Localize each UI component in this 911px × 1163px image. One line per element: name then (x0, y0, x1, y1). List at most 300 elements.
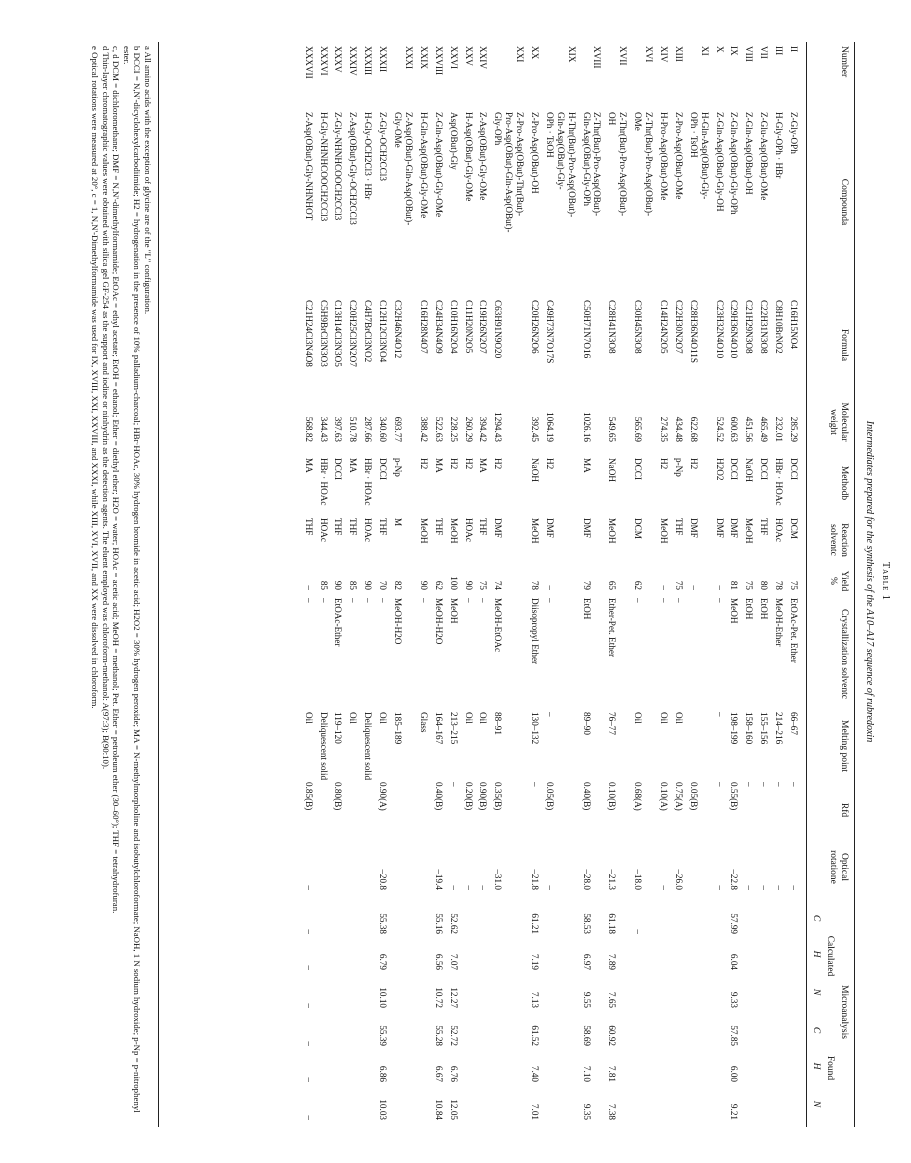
footnote: c, d DCM = dichloromethane; DMF = N,N'-dimethylformamide; EtOAc = ethyl acetate; EtOH = ethanol; Ether = diethyl ether; H2O = water; HOAc = acetic acid; MeOH = methanol; Pet. Ether = petroleum ether (30–60°); THF = tetrahydrofuran. (111, 46, 122, 914)
molecular-weight-cell: 287.66 (363, 416, 374, 442)
calc-n-cell: 7.65 (607, 991, 618, 1008)
compound-line: H-Gln-Asp(OBut)-Gly-OMe (418, 112, 429, 219)
compound-line: OPh · TsOH (688, 112, 699, 158)
calc-n-cell: 10.10 (378, 987, 389, 1008)
formula-cell: C22H30N2O7 (673, 300, 684, 354)
found-n-cell: 7.01 (530, 1103, 540, 1120)
calc-c-cell: 55.16 (433, 913, 444, 934)
compound-cell (529, 112, 540, 298)
table-row (729, 0, 740, 1163)
table-row (788, 0, 799, 1163)
yield-cell: – (544, 585, 555, 590)
optical-rotation-cell: – (463, 885, 474, 890)
molecular-weight-cell: 510.78 (348, 416, 359, 442)
calc-c-cell: 57.99 (729, 913, 740, 934)
rf-cell: 0.20(B) (463, 782, 474, 811)
row-number: XXXIV (348, 46, 359, 76)
row-number: XXVIII (433, 46, 444, 76)
row-number: XXV (463, 46, 474, 66)
method-cell: H2 (418, 458, 429, 470)
crystallization-solvent-cell: MeOH-EtOAc (493, 598, 504, 653)
calc-n-cell: 9.55 (581, 991, 592, 1008)
molecular-weight-cell: 260.29 (463, 416, 474, 442)
method-cell: H2O2 (714, 458, 725, 481)
method-cell: DCCI (759, 458, 770, 480)
formula-cell: C32H46N4O12 (393, 300, 404, 359)
method-cell: NaOH (744, 458, 755, 482)
method-cell: HBr · HOAc (318, 458, 329, 506)
reaction-solvent-cell: THF (333, 518, 344, 536)
melting-point-cell: Deliquescent solid (363, 712, 374, 781)
rf-cell: – (448, 782, 459, 787)
formula-cell: C13H14Cl3N3O5 (333, 300, 344, 367)
reaction-solvent-cell: THF (303, 518, 314, 536)
molecular-weight-cell: 451.56 (744, 416, 755, 442)
compound-line: Z-Thr(But)-Pro-Asp(OBut)- (618, 112, 629, 217)
melting-point-cell: 130–132 (530, 712, 540, 745)
compound-cell (788, 112, 799, 298)
compound-cell (688, 112, 710, 298)
compound-cell (318, 112, 329, 298)
compound-line: H-Asp(OBut)-Gly-OMe (463, 112, 474, 202)
compound-line: Z-Gln-Asp(OBut)-Gly-OH (714, 112, 725, 212)
compound-cell (478, 112, 489, 298)
reaction-solvent-cell: DMF (544, 518, 555, 538)
formula-cell: C8H10BrNO2 (774, 300, 785, 354)
row-number: VII (759, 46, 770, 59)
yield-cell: 75 (673, 580, 684, 590)
row-number: XXXI (403, 46, 414, 69)
found-h-cell: 7.10 (581, 1065, 592, 1082)
header-found-c: C (811, 1026, 821, 1034)
compound-line: H-Thr(But)-Pro-Asp(OBut)- (566, 112, 577, 218)
row-number: XX (530, 46, 540, 60)
crystallization-solvent-cell: MeOH (729, 598, 740, 624)
found-c-cell: 58.69 (581, 1025, 592, 1046)
formula-cell: C19H26N2O7 (478, 300, 489, 354)
compound-line: H-Gly-OPh · HBr (774, 112, 785, 179)
rf-cell: 0.05(B) (688, 782, 699, 811)
compound-cell (758, 112, 769, 298)
header-formula: Formula (839, 328, 849, 362)
melting-point-cell: – (544, 712, 555, 717)
molecular-weight-cell: 397.63 (333, 416, 344, 442)
crystallization-solvent-cell: – (318, 598, 329, 603)
footnotes (90, 46, 153, 1126)
table-row (529, 0, 540, 1163)
compound-cell (544, 112, 577, 298)
reaction-solvent-cell: HOAc (774, 518, 785, 542)
melting-point-cell: Oil (633, 712, 644, 724)
rf-cell: 0.40(B) (433, 782, 444, 811)
melting-point-cell: Oil (303, 712, 314, 724)
reaction-solvent-cell: DMF (493, 518, 504, 538)
compound-line: Z-Asp(OBut)-Gly-OCH2CCl3 (348, 112, 359, 225)
formula-cell: C23H32N4O10 (714, 300, 725, 359)
rf-cell: 0.40(B) (581, 782, 592, 811)
reaction-solvent-cell: MeOH (418, 518, 429, 544)
table-row (773, 0, 784, 1163)
rf-cell: – (714, 782, 725, 787)
reaction-solvent-cell: THF (759, 518, 770, 536)
melting-point-cell: 213–215 (448, 712, 459, 745)
header-calc-c: C (811, 914, 821, 922)
reaction-solvent-cell: MeOH (744, 518, 755, 544)
melting-point-cell: Oil (478, 712, 489, 724)
melting-point-cell: 88–91 (493, 712, 504, 735)
table-row (673, 0, 684, 1163)
found-c-cell: 60.92 (607, 1025, 618, 1046)
header-yield: Yield % (828, 570, 849, 592)
reaction-solvent-cell: DMF (729, 518, 740, 538)
calc-c-cell: – (303, 929, 314, 934)
footnote: a All amino acids with the exception of glycine are of the "L" configuration. (143, 46, 153, 315)
optical-rotation-cell: –21.8 (530, 869, 540, 890)
row-number: XIV (658, 46, 669, 63)
yield-cell: 80 (759, 580, 770, 590)
crystallization-solvent-cell: – (544, 598, 555, 603)
header-calc-n: N (811, 988, 821, 996)
compound-line: Z-Asp(OBut)-Gly-NHNHOT (303, 112, 314, 221)
row-number: XXXV (333, 46, 344, 73)
compound-cell (448, 112, 459, 298)
molecular-weight-cell: 392.45 (530, 416, 540, 442)
found-h-cell: 6.86 (378, 1065, 389, 1082)
reaction-solvent-cell: THF (433, 518, 444, 536)
yield-cell: 100 (448, 576, 459, 590)
table-row (303, 0, 314, 1163)
found-n-cell: 7.38 (607, 1103, 618, 1120)
row-number: XI (699, 46, 710, 56)
formula-cell: C28H36N4O11S (688, 300, 699, 363)
molecular-weight-cell: 600.63 (729, 416, 740, 442)
table-row (581, 0, 603, 1163)
compound-cell (433, 112, 444, 298)
rf-cell: 0.10(A) (658, 782, 669, 811)
melting-point-cell: 119–120 (333, 712, 344, 744)
header-crystallization-solvent: Crystallization solventc (839, 609, 849, 699)
table-row (418, 0, 429, 1163)
reaction-solvent-cell: MeOH (448, 518, 459, 544)
molecular-weight-cell: 228.25 (448, 416, 459, 442)
found-h-cell: 6.67 (433, 1065, 444, 1082)
reaction-solvent-cell: THF (348, 518, 359, 536)
formula-cell: C10H16N2O4 (448, 300, 459, 354)
compound-line: Z-Gly-OPh (789, 112, 799, 154)
reaction-solvent-cell: HOAc (463, 518, 474, 542)
reaction-solvent-cell: M (393, 518, 404, 527)
rf-cell: 0.05(B) (544, 782, 555, 811)
table-row (758, 0, 769, 1163)
row-number: XXI (515, 46, 526, 63)
optical-rotation-cell: –22.8 (729, 869, 740, 890)
optical-rotation-cell: –18.0 (633, 869, 644, 890)
formula-cell: C22H31N3O8 (759, 300, 770, 354)
formula-cell: C4H7BrCl3NO2 (363, 300, 374, 363)
crystallization-solvent-cell: – (714, 598, 725, 603)
optical-rotation-cell: – (544, 885, 555, 890)
formula-cell: C24H34N4O9 (433, 300, 444, 354)
melting-point-cell: 185–189 (393, 712, 404, 745)
compound-line: Z-Thr(But)-Pro-Asp(OBut)- (592, 112, 603, 217)
formula-cell: C11H20N2O5 (463, 300, 474, 354)
yield-cell: 62 (633, 580, 644, 590)
rf-cell: 0.90(B) (478, 782, 489, 811)
method-cell: DCCI (378, 458, 389, 480)
rf-cell: 0.80(B) (333, 782, 344, 811)
formula-cell: C20H26N2O6 (530, 300, 540, 354)
table-row (478, 0, 489, 1163)
compound-cell (743, 112, 754, 298)
reaction-solvent-cell: DCM (633, 518, 644, 539)
calc-h-cell: 7.07 (448, 953, 459, 970)
header-calculated: Calculated (825, 935, 835, 977)
molecular-weight-cell: 549.65 (607, 416, 618, 442)
crystallization-solvent-cell: EtOH (581, 598, 592, 620)
rf-cell: 0.75(A) (673, 782, 684, 811)
melting-point-cell: 164–167 (433, 712, 444, 745)
crystallization-solvent-cell: – (463, 598, 474, 603)
compound-line: Z-Glu-Asp(OBut)-OMe (759, 112, 770, 201)
method-cell: H2 (463, 458, 474, 470)
compound-line: Z-Gln-Asp(OBut)-Gly-OPh (729, 112, 740, 215)
reaction-solvent-cell: MeOH (658, 518, 669, 544)
melting-point-cell: 66–67 (789, 712, 799, 735)
row-number: XXXVII (303, 46, 314, 79)
rf-cell: 0.10(B) (607, 782, 618, 811)
molecular-weight-cell: 1026.16 (581, 412, 592, 442)
calc-h-cell: 6.56 (433, 953, 444, 970)
method-cell: DCCI (333, 458, 344, 480)
found-h-cell: 7.40 (530, 1065, 540, 1082)
compound-cell (418, 112, 429, 298)
table-row (606, 0, 628, 1163)
compound-line: Z-Pro-Asp(OBut)-OMe (673, 112, 684, 200)
melting-point-cell: 198–199 (729, 712, 740, 745)
row-number: XIX (566, 46, 577, 63)
found-h-cell: 6.76 (448, 1065, 459, 1082)
header-microanalysis: Microanalysis (839, 985, 849, 1039)
method-cell: NaOH (607, 458, 618, 482)
table-row (463, 0, 474, 1163)
optical-rotation-cell: – (658, 885, 669, 890)
method-cell: MA (433, 458, 444, 473)
yield-cell: 85 (318, 580, 329, 590)
optical-rotation-cell: –20.8 (378, 869, 389, 890)
table-row (743, 0, 754, 1163)
yield-cell: 79 (581, 580, 592, 590)
yield-cell: 75 (744, 580, 755, 590)
method-cell: MA (478, 458, 489, 473)
crystallization-solvent-cell: – (633, 598, 644, 603)
crystallization-solvent-cell: – (363, 598, 374, 603)
compound-cell (714, 112, 725, 298)
table-row (632, 0, 654, 1163)
compound-line: Gly-OPh (493, 112, 504, 146)
compound-line: Z-Pro-Asp(OBut)-OH (530, 112, 540, 194)
compound-line: Z-Pro-Asp(OBut)-Thr(But)- (515, 112, 526, 217)
header-found-n: N (811, 1100, 821, 1108)
melting-point-cell: Oil (378, 712, 389, 724)
compound-cell (348, 112, 359, 298)
crystallization-solvent-cell: – (658, 598, 669, 603)
found-n-cell: 9.21 (729, 1103, 740, 1120)
melting-point-cell: 158–160 (744, 712, 755, 745)
row-number: XXIV (478, 46, 489, 69)
compound-cell (392, 112, 414, 298)
calc-n-cell: 7.13 (530, 991, 540, 1008)
row-number: XIII (673, 46, 684, 62)
formula-cell: C30H45N3O8 (633, 300, 644, 354)
molecular-weight-cell: 522.63 (433, 416, 444, 442)
found-c-cell: 55.28 (433, 1025, 444, 1046)
optical-rotation-cell: –26.0 (673, 869, 684, 890)
table-row (377, 0, 388, 1163)
rf-cell: – (759, 782, 770, 787)
footnote: e Optical rotations were measured at 20°, c = 1, N,N'-Dimethylformamide was used for IX, XVIII, XXI, XXVIII, and XXXI, while XIII, XVI, XVII, and XX were dissolved in chloroform. (90, 46, 101, 709)
molecular-weight-cell: 285.29 (789, 416, 799, 442)
melting-point-cell: 89–90 (581, 712, 592, 735)
row-number: XVI (644, 46, 655, 63)
yield-cell: 85 (348, 580, 359, 590)
molecular-weight-cell: 524.52 (714, 416, 725, 442)
rf-cell: – (744, 782, 755, 787)
crystallization-solvent-cell: MeOH-H2O (393, 598, 404, 645)
compound-line: H-Gly-NHNHCOOCH2CCl3 (318, 112, 329, 222)
formula-cell: C49H73N7O17S (544, 300, 555, 364)
rf-cell: 0.55(B) (729, 782, 740, 811)
table-title: Intermediates prepared for the synthesis of the A10–A17 sequence of rubredoxin (864, 420, 875, 743)
row-number: X (714, 46, 725, 53)
melting-point-cell: Oil (658, 712, 669, 724)
header-optical-rotation: Optical rotatione (828, 850, 849, 884)
table-row (348, 0, 359, 1163)
found-c-cell: 57.85 (729, 1025, 740, 1046)
yield-cell: – (658, 585, 669, 590)
found-c-cell: – (303, 1041, 314, 1046)
reaction-solvent-cell: HOAc (363, 518, 374, 542)
formula-cell: C50H71N7O16 (581, 300, 592, 359)
compound-line: Z-Gln-Asp(OBut)-OH (744, 112, 755, 195)
melting-point-cell: Deliquescent solid (318, 712, 329, 781)
compound-line: Z-Gly-OCH2CCl3 (378, 112, 389, 181)
yield-cell: 90 (463, 580, 474, 590)
method-cell: DCCI (729, 458, 740, 480)
yield-cell: – (303, 585, 314, 590)
compound-line: Z-Asp(OBut)-Gly-OMe (478, 112, 489, 201)
yield-cell: 90 (418, 580, 429, 590)
melting-point-cell: 155–156 (759, 712, 770, 745)
method-cell: p-Np (673, 458, 684, 477)
found-n-cell: 10.03 (378, 1099, 389, 1120)
table-row (714, 0, 725, 1163)
calc-c-cell: 61.18 (607, 913, 618, 934)
yield-cell: 75 (789, 580, 799, 590)
rf-cell: – (789, 782, 799, 787)
molecular-weight-cell: 274.35 (658, 416, 669, 442)
compound-line: Z-Thr(But)-Pro-Asp(OBut)- (644, 112, 655, 217)
compound-cell (362, 112, 373, 298)
reaction-solvent-cell: DMF (714, 518, 725, 538)
calc-h-cell: 6.97 (581, 953, 592, 970)
compound-cell (377, 112, 388, 298)
header-rf: Rfd (839, 802, 849, 818)
optical-rotation-cell: –19.4 (433, 869, 444, 890)
yield-cell: – (688, 585, 699, 590)
reaction-solvent-cell: DMF (688, 518, 699, 538)
rf-cell: – (530, 782, 540, 787)
row-number: XXXIII (363, 46, 374, 76)
top-rule (854, 42, 855, 1127)
calc-n-cell: 9.33 (729, 991, 740, 1008)
molecular-weight-cell: 232.01 (774, 416, 785, 442)
rf-cell: – (774, 782, 785, 787)
crystallization-solvent-cell: Diisopropyl Ether (530, 598, 540, 665)
compound-line: OH (607, 112, 618, 126)
compound-line: H-Gly-OCH2Cl3 · HBr (363, 112, 374, 200)
optical-rotation-cell: – (789, 885, 799, 890)
calc-c-cell: 61.21 (530, 913, 540, 934)
method-cell: H2 (448, 458, 459, 470)
rf-cell: 0.90(A) (378, 782, 389, 811)
method-cell: DCCI (633, 458, 644, 480)
optical-rotation-cell: –28.0 (581, 869, 592, 890)
optical-rotation-cell: – (744, 885, 755, 890)
molecular-weight-cell: 568.82 (303, 416, 314, 442)
compound-cell (773, 112, 784, 298)
compound-line: Z-Gly-NHNHCOOCH2CCl3 (333, 112, 344, 221)
calc-h-cell: 7.19 (530, 953, 540, 970)
row-number: XXIX (418, 46, 429, 69)
formula-cell: C28H41N3O8 (607, 300, 618, 354)
table-row (392, 0, 414, 1163)
found-h-cell: – (303, 1077, 314, 1082)
method-cell: MA (581, 458, 592, 473)
rf-cell: 0.68(A) (633, 782, 644, 811)
yield-cell: – (714, 585, 725, 590)
compound-cell (673, 112, 684, 298)
table-row (318, 0, 329, 1163)
found-n-cell: 9.35 (581, 1103, 592, 1120)
row-number: XVIII (592, 46, 603, 69)
yield-cell: 81 (729, 580, 740, 590)
calc-n-cell: – (303, 1003, 314, 1008)
crystallization-solvent-cell: – (348, 598, 359, 603)
compound-cell (303, 112, 314, 298)
calc-h-cell: 6.79 (378, 953, 389, 970)
crystallization-solvent-cell: – (673, 598, 684, 603)
compound-line: Gln-Asp(OBut)-Gly- (555, 112, 566, 190)
melting-point-cell: Oil (463, 712, 474, 724)
compound-cell (333, 112, 344, 298)
yield-cell: 62 (433, 580, 444, 590)
table-label: Table 1 (880, 562, 891, 601)
calc-h-cell: 7.89 (607, 953, 618, 970)
molecular-weight-cell: 1064.19 (544, 412, 555, 442)
formula-cell: C12H12Cl3NO4 (378, 300, 389, 363)
header-compound: Compounda (839, 178, 849, 226)
melting-point-cell: – (714, 712, 725, 717)
header-found: Found (825, 1055, 835, 1081)
table-row (333, 0, 344, 1163)
found-n-cell: 12.05 (448, 1099, 459, 1120)
compound-line: Gln-Asp(OBut)-Gly-OPh (581, 112, 592, 206)
optical-rotation-cell: – (303, 885, 314, 890)
melting-point-cell: 214–216 (774, 712, 785, 745)
method-cell: p-Np (393, 458, 404, 477)
molecular-weight-cell: 465.49 (759, 416, 770, 442)
calc-c-cell: – (633, 929, 644, 934)
